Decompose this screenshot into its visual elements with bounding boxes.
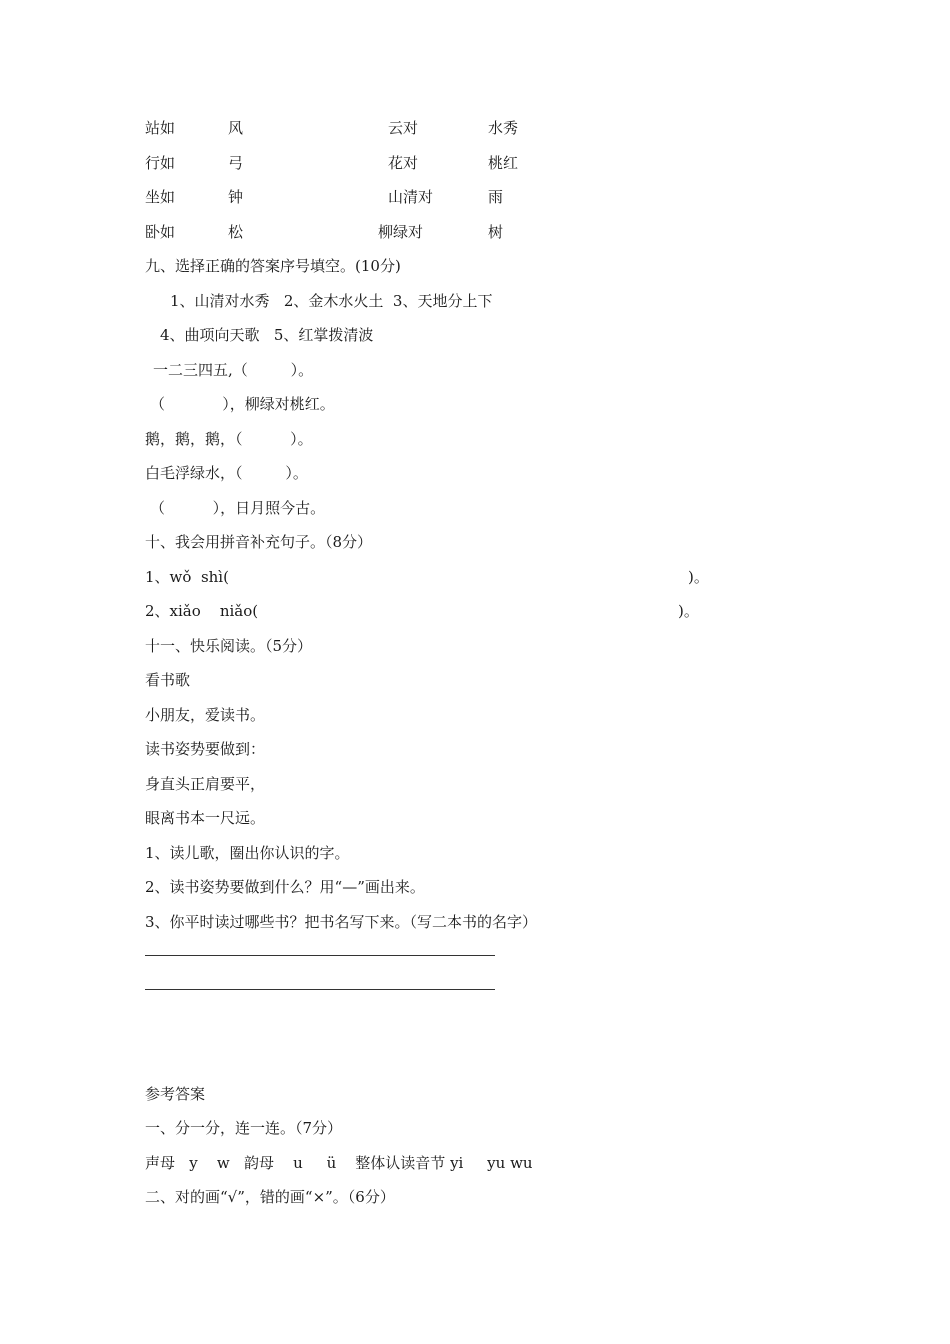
q10-title: 十、我会用拼音补充句子。（8分） bbox=[145, 533, 373, 551]
pair-couplet-end: 树 bbox=[488, 223, 504, 241]
poem-line: 读书姿势要做到： bbox=[145, 740, 266, 758]
pair-prefix: 行如 bbox=[145, 154, 176, 172]
answer1-title: 一、分一分，连一连。（7分） bbox=[145, 1119, 343, 1137]
poem-line: 身直头正肩要平， bbox=[145, 775, 266, 793]
pair-prefix: 卧如 bbox=[145, 223, 176, 241]
pair-blank-word: 弓 bbox=[228, 154, 244, 172]
q9-title: 九、选择正确的答案序号填空。(10分) bbox=[145, 257, 401, 275]
pair-blank-word: 松 bbox=[228, 223, 244, 241]
poem-line: 眼离书本一尺远。 bbox=[145, 809, 266, 827]
answer-line bbox=[145, 989, 495, 990]
answers-heading: 参考答案 bbox=[145, 1085, 206, 1103]
pair-prefix: 坐如 bbox=[145, 188, 176, 206]
pair-couplet-end: 水秀 bbox=[488, 119, 519, 137]
pair-couplet: 云对 bbox=[388, 119, 419, 137]
q10-item2-label: 2、xiǎo niǎo( bbox=[145, 602, 259, 620]
q11-title: 十一、快乐阅读。（5分） bbox=[145, 637, 313, 655]
poem-title: 看书歌 bbox=[145, 671, 191, 689]
pair-couplet: 花对 bbox=[388, 154, 419, 172]
q10-item1-label: 1、wǒ shì( bbox=[145, 568, 229, 586]
q10-item1-end: )。 bbox=[688, 568, 709, 586]
pair-prefix: 站如 bbox=[145, 119, 176, 137]
answer2-title: 二、对的画“√”，错的画“×”。（6分） bbox=[145, 1188, 395, 1206]
q10-item2-end: )。 bbox=[678, 602, 699, 620]
q11-question: 2、读书姿势要做到什么？用“—”画出来。 bbox=[145, 878, 425, 896]
poem-line: 小朋友，爱读书。 bbox=[145, 706, 266, 724]
q9-blank-line: 白毛浮绿水，（ ）。 bbox=[145, 464, 308, 482]
q9-blank-line: （ ），柳绿对桃红。 bbox=[150, 395, 335, 413]
pair-couplet: 山清对 bbox=[388, 188, 434, 206]
pair-couplet-end: 桃红 bbox=[488, 154, 519, 172]
pair-blank-word: 钟 bbox=[228, 188, 244, 206]
q9-options-line2: 4、曲项向天歌 5、红掌拨清波 bbox=[160, 326, 374, 344]
q9-blank-line: 一二三四五,（ ）。 bbox=[153, 361, 314, 379]
answer-line bbox=[145, 955, 495, 956]
answer1-content: 声母 y w 韵母 u ü 整体认读音节 yi yu wu bbox=[145, 1154, 533, 1172]
pair-couplet: 柳绿对 bbox=[378, 223, 424, 241]
pair-blank-word: 风 bbox=[228, 119, 244, 137]
q9-options-line1: 1、山清对水秀 2、金木水火土 3、天地分上下 bbox=[170, 292, 493, 310]
q11-question: 3、你平时读过哪些书？把书名写下来。（写二本书的名字） bbox=[145, 913, 538, 931]
q11-question: 1、读儿歌，圈出你认识的字。 bbox=[145, 844, 350, 862]
q9-blank-line: （ ），日月照今古。 bbox=[150, 499, 326, 517]
pair-couplet-end: 雨 bbox=[488, 188, 504, 206]
q9-blank-line: 鹅，鹅，鹅，（ ）。 bbox=[145, 430, 313, 448]
